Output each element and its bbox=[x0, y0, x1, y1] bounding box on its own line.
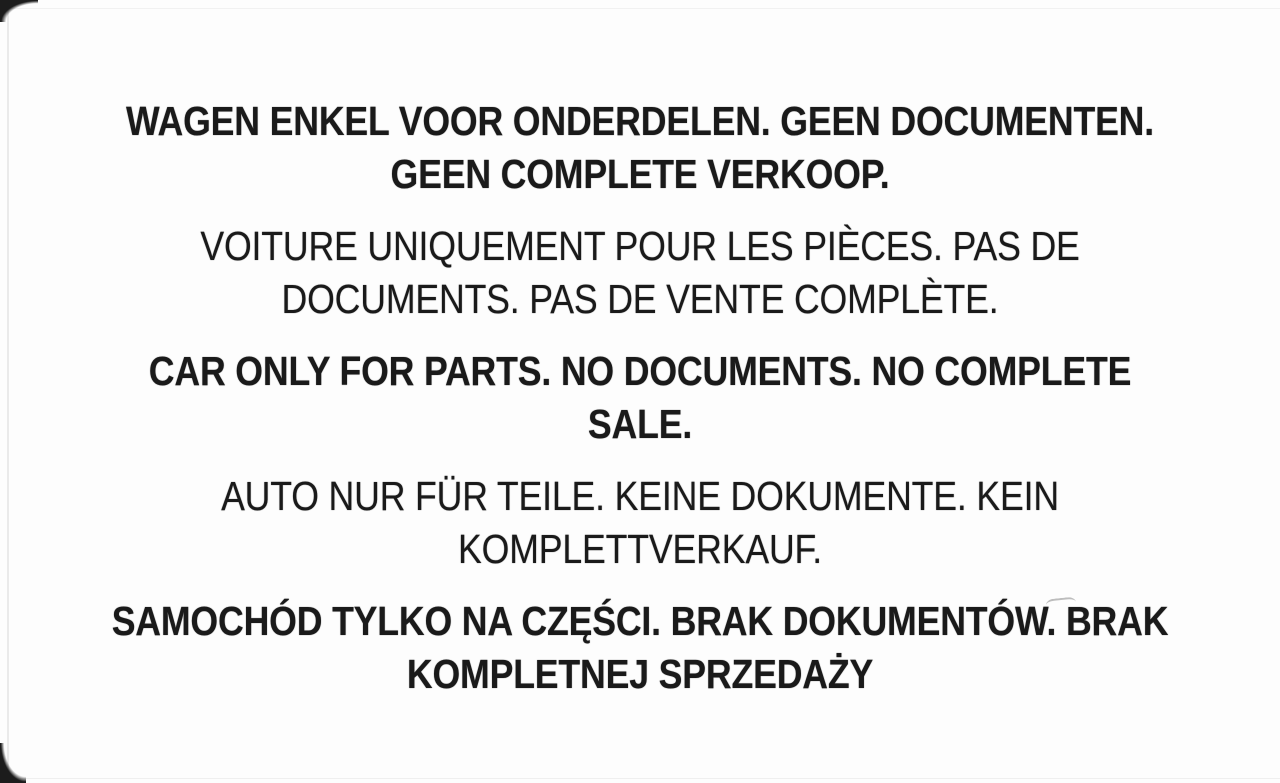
notice-text-block bbox=[83, 95, 1197, 720]
notice-line: KOMPLETNEJ SPRZEDAŻY bbox=[406, 651, 874, 697]
photo-corner-artifact-bottom-left bbox=[0, 743, 26, 783]
notice-line: SALE. bbox=[587, 401, 693, 447]
notice-line: VOITURE UNIQUEMENT POUR LES PIÈCES. PAS DE bbox=[200, 223, 1080, 269]
notice-line: GEEN COMPLETE VERKOOP. bbox=[390, 151, 890, 197]
notice-paragraph-german bbox=[83, 470, 1197, 576]
notice-paragraph-polish bbox=[83, 595, 1197, 701]
scan-edge-line-top bbox=[0, 8, 1280, 9]
notice-line: WAGEN ENKEL VOOR ONDERDELEN. GEEN DOCUMENTEN. bbox=[125, 98, 1155, 144]
notice-paragraph-dutch bbox=[83, 95, 1197, 201]
notice-paragraph-french bbox=[83, 220, 1197, 326]
photo-corner-artifact-top-left bbox=[0, 0, 38, 22]
notice-line: CAR ONLY FOR PARTS. NO DOCUMENTS. NO COMPLETE bbox=[148, 348, 1132, 394]
notice-line: AUTO NUR FÜR TEILE. KEINE DOKUMENTE. KEIN bbox=[221, 473, 1059, 519]
notice-line: KOMPLETTVERKAUF. bbox=[458, 526, 822, 572]
notice-line: DOCUMENTS. PAS DE VENTE COMPLÈTE. bbox=[281, 276, 999, 322]
notice-paragraph-english bbox=[83, 345, 1197, 451]
notice-line: SAMOCHÓD TYLKO NA CZĘŚCI. BRAK DOKUMENTÓW. BRAK bbox=[111, 598, 1169, 644]
scan-edge-line-bottom bbox=[0, 778, 1280, 779]
scan-edge-line-left bbox=[7, 0, 9, 783]
